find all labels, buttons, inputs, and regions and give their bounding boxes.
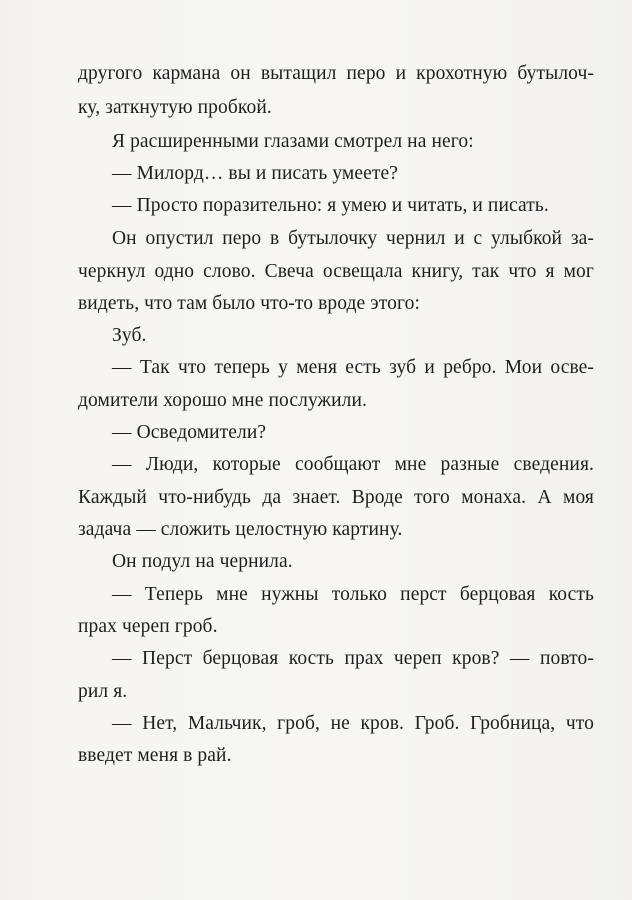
text-line: черкнул одно слово. Свеча освещала книгу, так что я мог xyxy=(78,261,594,282)
text-line: ку, заткнутую пробкой. xyxy=(78,97,272,118)
text-line: прах череп гроб. xyxy=(78,616,218,637)
text-line: — Люди, которые сообщают мне разные сведения. xyxy=(112,454,594,475)
text-line: Зуб. xyxy=(112,325,147,346)
text-line: рил я. xyxy=(78,681,128,702)
text-line: — Осведомители? xyxy=(112,422,267,443)
text-line: другого кармана он вытащил перо и крохотную бутылоч- xyxy=(78,63,594,84)
text-line: домители хорошо мне послужили. xyxy=(78,390,367,411)
text-line: — Милорд… вы и писать умеете? xyxy=(112,163,398,184)
text-line: Каждый что-нибудь да знает. Вроде того монаха. А моя xyxy=(78,487,594,508)
text-line: — Перст берцовая кость прах череп кров? — повто- xyxy=(112,648,594,669)
text-line: Я расширенными глазами смотрел на него: xyxy=(112,131,474,152)
text-line: — Теперь мне нужны только перст берцовая кость xyxy=(112,584,594,605)
text-line: — Так что теперь у меня есть зуб и ребро. Мои осве- xyxy=(112,357,594,378)
text-line: задача — сложить целостную картину. xyxy=(78,519,403,540)
text-line: введет меня в рай. xyxy=(78,745,232,766)
text-line: Он опустил перо в бутылочку чернил и с улыбкой за- xyxy=(112,228,594,249)
text-line: Он подул на чернила. xyxy=(112,551,293,572)
text-line: — Просто поразительно: я умею и читать, и писать. xyxy=(112,195,549,216)
text-line: видеть, что там было что-то вроде этого: xyxy=(78,293,420,314)
text-line: — Нет, Мальчик, гроб, не кров. Гроб. Гробница, что xyxy=(112,713,594,734)
